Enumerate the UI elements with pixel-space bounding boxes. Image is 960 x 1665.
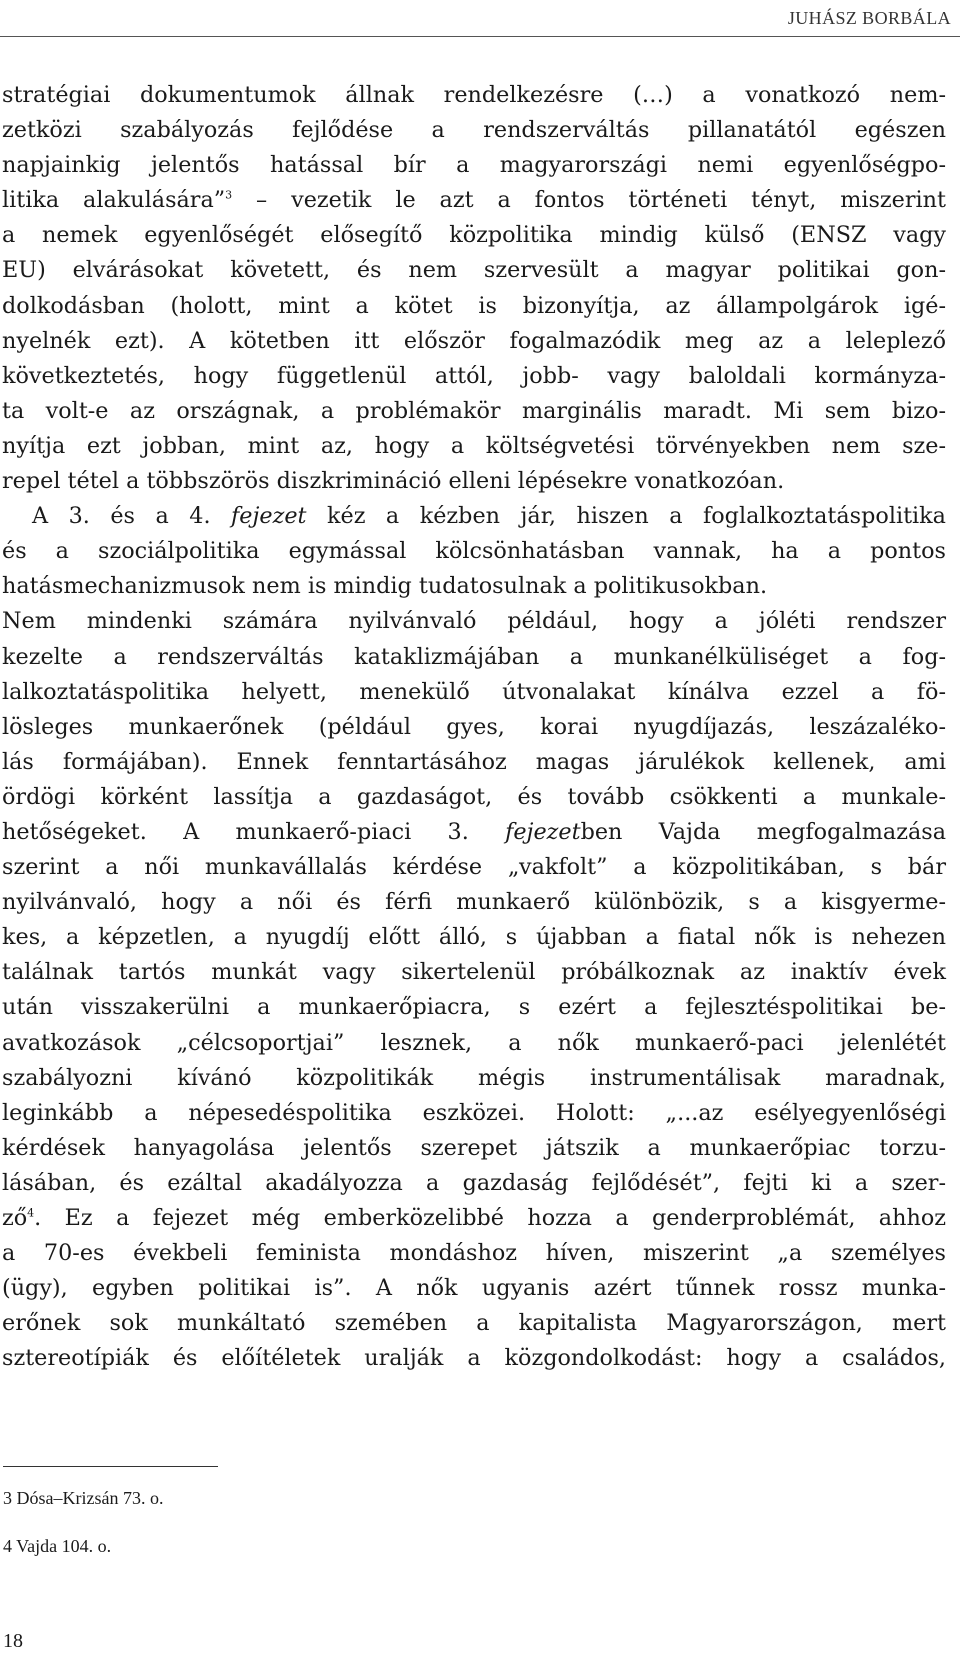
text-line: következtetés, hogy függetlenül attól, jobb- vagy baloldali kormányza-: [2, 362, 946, 389]
text-line: kezelte a rendszerváltás kataklizmájában a munkanélküliséget a fog-: [2, 643, 946, 670]
text-run: . Ez a fejezet még emberközelibbé hozza a genderproblémát, ahhoz: [34, 1205, 946, 1231]
text-line: és a szociálpolitika egymással kölcsönhatásban vannak, ha a pontos: [2, 538, 946, 565]
footnote-separator: [3, 1466, 218, 1467]
text-line: [2, 183, 946, 218]
text-line: nyilvánvaló, hogy a női és férfi munkaerő különbözik, s a kisgyerme-: [2, 889, 946, 916]
text-line: nyítja ezt jobban, mint az, hogy a költségvetési törvényekben nem sze-: [2, 432, 946, 459]
text-run: hetőségeket. A munkaerő-piaci 3.: [2, 818, 506, 845]
text-line: ördögi körként lassítja a gazdaságot, és tovább csökkenti a munkale-: [2, 783, 946, 810]
footnote-ref-4: 4: [27, 1206, 35, 1220]
text-line: lalkoztatáspolitika helyett, menekülő útvonalakat kínálva ezzel a fö-: [2, 678, 946, 705]
text-run: – vezetik le azt a fontos történeti tényt, miszerint: [232, 187, 946, 214]
text-run: ző: [2, 1205, 28, 1231]
text-run: kéz a kézben jár, hiszen a foglalkoztatáspolitika: [306, 503, 946, 530]
page-number: 18: [3, 1630, 23, 1652]
page-header: [0, 0, 960, 40]
text-line: nyelnék ezt). A kötetben itt először fogalmazódik meg az a leleplező: [2, 327, 946, 354]
text-line: dolkodásban (holott, mint a kötet is bizonyítja, az állampolgárok igé-: [2, 292, 946, 319]
text-run: litika alakulására”: [2, 187, 226, 214]
text-line: lás formájában). Ennek fenntartásához magas járulékok kellenek, ami: [2, 748, 946, 775]
text-line: szabályozni kívánó közpolitikák mégis instrumentálisak maradnak,: [2, 1064, 946, 1091]
text-line: Nem mindenki számára nyilvánvaló például, hogy a jóléti rendszer: [2, 608, 946, 635]
text-line: stratégiai dokumentumok állnak rendelkezésre (…) a vonatkozó nem-: [2, 82, 946, 108]
text-line: avatkozások „célcsoportjai” lesznek, a nők munkaerő-paci jelenlétét: [2, 1029, 946, 1056]
text-line: [2, 1201, 946, 1236]
emphasis: fejezet: [505, 818, 581, 845]
text-line: [2, 815, 946, 850]
text-line: erőnek sok munkáltató szemében a kapitalista Magyarországon, mert: [2, 1310, 946, 1337]
text-line: napjainkig jelentős hatással bír a magyarországi nemi egyenlőségpo-: [2, 152, 946, 179]
text-line: EU) elvárásokat követett, és nem szervesült a magyar politikai gon-: [2, 257, 946, 284]
text-line: (ügy), egyben politikai is”. A nők ugyanis azért tűnnek rossz munka-: [2, 1275, 946, 1302]
text-line: találnak tartós munkát vagy sikertelenül próbálkoznak az inaktív évek: [2, 959, 946, 986]
text-run: A 3. és a 4.: [32, 503, 232, 530]
footnote-4: 4 Vajda 104. o.: [3, 1536, 112, 1556]
header-rule: [0, 36, 960, 37]
footnotes: [3, 1485, 163, 1581]
text-line: lösleges munkaerőnek (például gyes, korai nyugdíjazás, leszázaléko-: [2, 713, 946, 740]
text-line: repel tétel a többszörös diszkrimináció elleni lépésekre vonatkozóan.: [2, 468, 785, 495]
footnote-ref-3: 3: [225, 188, 233, 202]
text-line: szerint a női munkavállalás kérdése „vakfolt” a közpolitikában, s bár: [2, 854, 946, 881]
footnote-3: 3 Dósa–Krizsán 73. o.: [3, 1488, 164, 1508]
text-line: ta volt-e az országnak, a problémakör marginális maradt. Mi sem bizo-: [2, 397, 946, 424]
text-run: ben Vajda megfogalmazása: [580, 818, 946, 845]
text-line: [2, 499, 946, 534]
text-line: sztereotípiák és előítéletek uralják a közgondolkodást: hogy a családos,: [2, 1345, 946, 1372]
text-line: zetközi szabályozás fejlődése a rendszerváltás pillanatától egészen: [2, 117, 946, 144]
text-line: a nemek egyenlőségét elősegítő közpolitika mindig külső (ENSZ vagy: [2, 222, 946, 249]
text-line: a 70-es évekbeli feminista mondáshoz híven, miszerint „a személyes: [2, 1240, 946, 1267]
emphasis: fejezet: [231, 503, 307, 530]
text-line: hatásmechanizmusok nem is mindig tudatosulnak a politikusokban.: [2, 573, 768, 600]
text-line: lásában, és ezáltal akadályozza a gazdaság fejlődését”, fejti ki a szer-: [2, 1169, 946, 1196]
text-line: kes, a képzetlen, a nyugdíj előtt álló, s újabban a fiatal nők is nehezen: [2, 924, 946, 951]
text-line: kérdések hanyagolása jelentős szerepet játszik a munkaerőpiac torzu-: [2, 1134, 946, 1161]
running-head: JUHÁSZ BORBÁLA: [787, 8, 951, 28]
body-text: [2, 78, 946, 1376]
text-line: leginkább a népesedéspolitika eszközei. Holott: „...az esélyegyenlőségi: [2, 1099, 946, 1126]
text-line: után visszakerülni a munkaerőpiacra, s ezért a fejlesztéspolitikai be-: [2, 994, 946, 1021]
